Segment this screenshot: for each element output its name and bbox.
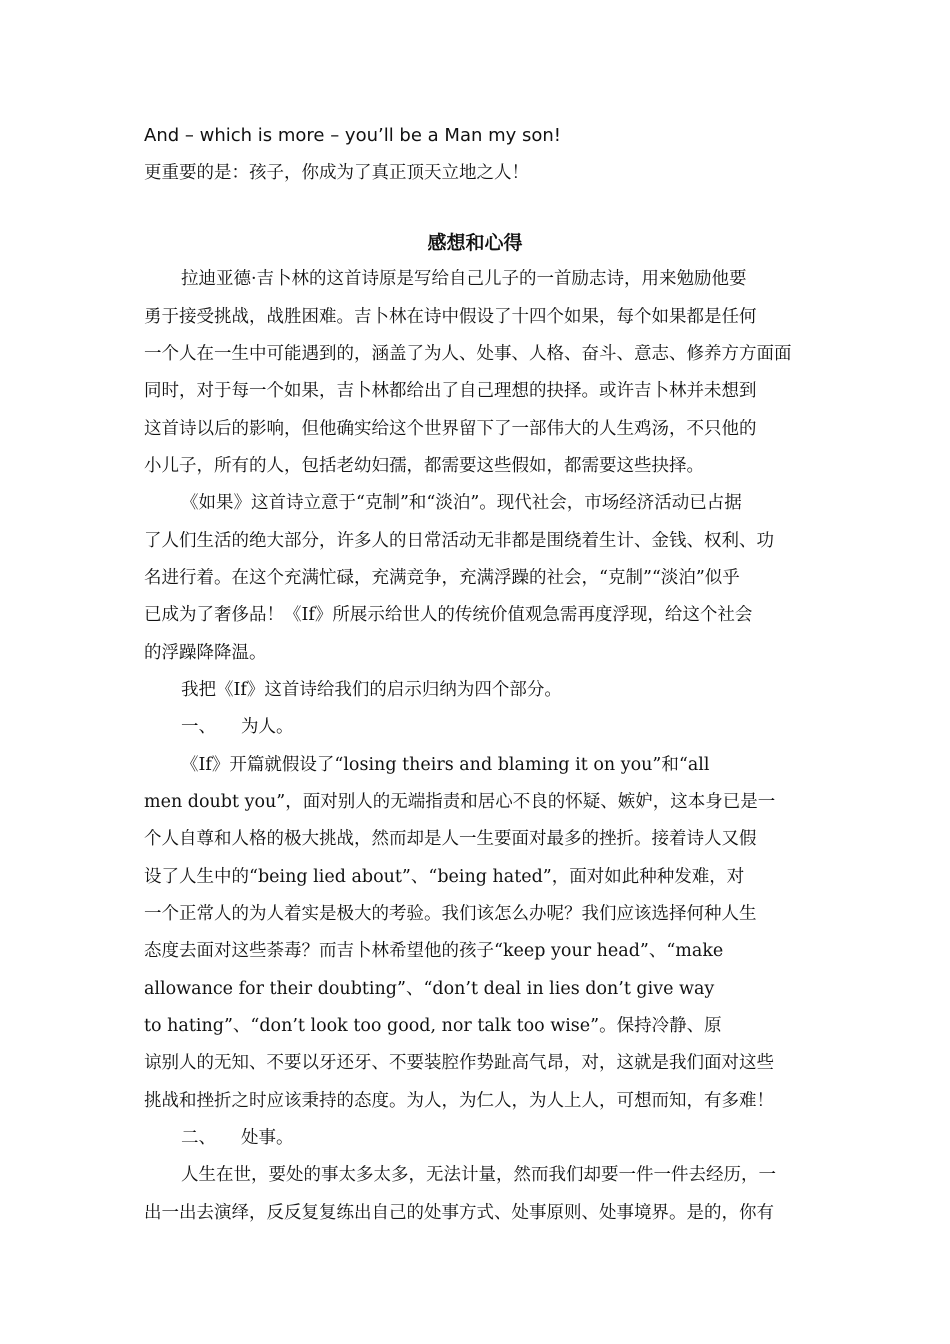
- paragraph-line: 名进行着。在这个充满忙碌，充满竞争，充满浮躁的社会，“克制”“淡泊”似乎: [144, 568, 740, 588]
- paragraph-line: 小儿子，所有的人，包括老幼妇孺，都需要这些假如，都需要这些抉择。: [144, 456, 704, 476]
- paragraph-line: 出一出去演绎，反反复复练出自己的处事方式、处事原则、处事境界。是的，你有: [144, 1203, 774, 1223]
- section-heading-two: [181, 1126, 808, 1150]
- section-number: 一、: [181, 717, 216, 737]
- paragraph-line: 态度去面对这些荼毒？而吉卜林希望他的孩子“keep your head”、“make: [144, 941, 724, 961]
- paragraph-line: 的浮躁降降温。: [144, 643, 267, 663]
- paragraph-line: 了人们生活的绝大部分，许多人的日常活动无非都是围绕着生计、金钱、权利、功: [144, 531, 774, 551]
- section-title: 为人。: [241, 717, 294, 737]
- paragraph-line: 挑战和挫折之时应该秉持的态度。为人，为仁人，为人上人，可想而知，有多难！: [144, 1091, 774, 1111]
- section-number: 二、: [181, 1128, 216, 1148]
- section-title: 处事。: [241, 1128, 294, 1148]
- paragraph-line: 已成为了奢侈品！《If》所展示给世人的传统价值观急需再度浮现，给这个社会: [144, 605, 753, 625]
- paragraph-line: 《如果》这首诗立意于“克制”和“淡泊”。现代社会，市场经济活动已占据: [181, 493, 742, 513]
- paragraph-line: 设了人生中的“being lied about”、“being hated”，面对如此种种发难，对: [144, 867, 745, 887]
- essay-title: 感想和心得: [427, 232, 523, 254]
- paragraph-line: 一个正常人的为人着实是极大的考验。我们该怎么办呢？我们应该选择何种人生: [144, 904, 757, 924]
- paragraph-line: allowance for their doubting”、“don’t deal in lies don’t give way: [144, 979, 715, 999]
- paragraph-line: to hating”、“don’t look too good, nor talk too wise”。保持冷静、原: [144, 1016, 722, 1036]
- paragraph-line: 同时，对于每一个如果，吉卜林都给出了自己理想的抉择。或许吉卜林并未想到: [144, 381, 757, 401]
- poem-chinese-line: 更重要的是：孩子，你成为了真正顶天立地之人！: [144, 163, 529, 183]
- section-heading-one: [181, 715, 808, 739]
- paragraph-line: 个人自尊和人格的极大挑战，然而却是人一生要面对最多的挫折。接着诗人又假: [144, 829, 757, 849]
- paragraph-line: 人生在世，要处的事太多太多，无法计量，然而我们却要一件一件去经历，一: [181, 1165, 776, 1185]
- paragraph-line: 谅别人的无知、不要以牙还牙、不要装腔作势趾高气昂，对，这就是我们面对这些: [144, 1053, 774, 1073]
- paragraph-line: 我把《If》这首诗给我们的启示归纳为四个部分。: [181, 680, 562, 700]
- paragraph-line: 《If》开篇就假设了“losing theirs and blaming it on you”和“all: [181, 755, 710, 775]
- paragraph-line: men doubt you”，面对别人的无端指责和居心不良的怀疑、嫉妒，这本身已是一: [144, 792, 776, 812]
- paragraph-line: 一个人在一生中可能遇到的，涵盖了为人、处事、人格、奋斗、意志、修养方方面面: [144, 344, 792, 364]
- paragraph-line: 拉迪亚德·吉卜林的这首诗原是写给自己儿子的一首励志诗，用来勉励他要: [181, 269, 747, 289]
- poem-english-line: And – which is more – you’ll be a Man my son!: [144, 125, 562, 146]
- paragraph-line: 勇于接受挑战，战胜困难。吉卜林在诗中假设了十四个如果，每个如果都是任何: [144, 307, 757, 327]
- paragraph-line: 这首诗以后的影响，但他确实给这个世界留下了一部伟大的人生鸡汤，不只他的: [144, 419, 757, 439]
